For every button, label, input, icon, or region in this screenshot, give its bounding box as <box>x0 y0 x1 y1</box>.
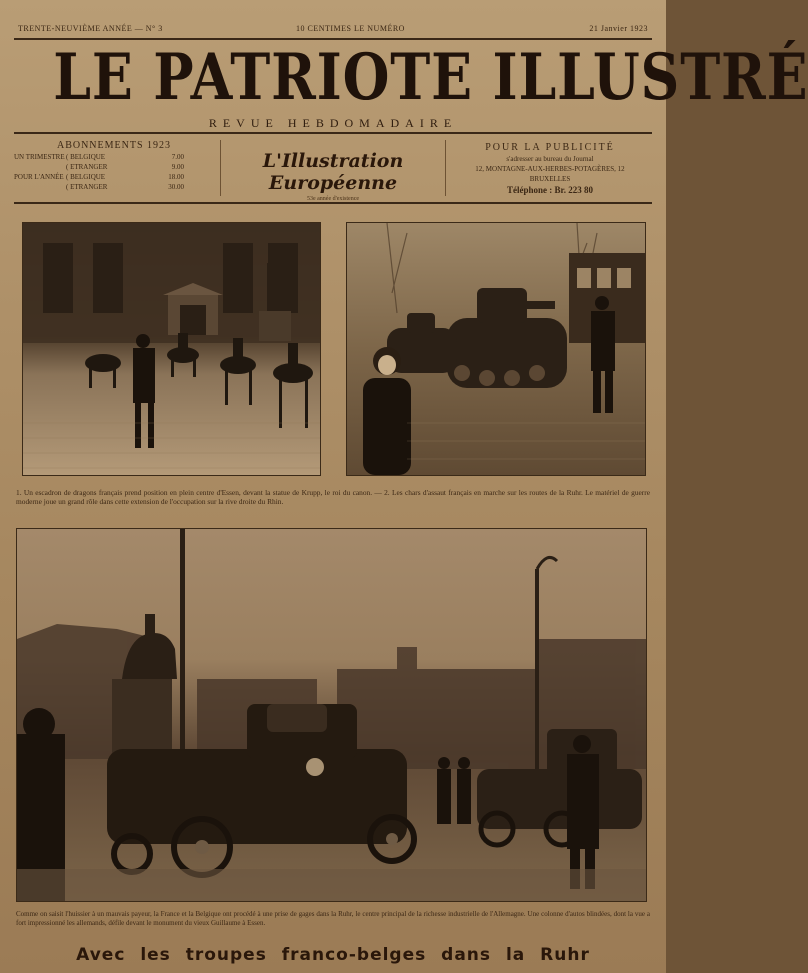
subscription-country: ( BELGIQUE <box>66 173 106 181</box>
divider <box>14 132 652 134</box>
issue-info-line <box>14 22 652 40</box>
subscription-row-label: UN TRIMESTRE <box>14 153 65 161</box>
photo-tanks-ruhr <box>346 222 646 476</box>
top-photos-caption: 1. Un escadron de dragons français prend position en plein centre d'Essen, devant la statue de Krupp, le roi du canon. — 2. Les chars d'assaut français en marche sur les routes de la Ruhr. Le matériel de guerre moderne joue un grand rôle dans cette extension de l'occupation sur la rive droite du Rhin. <box>16 488 650 506</box>
subscription-country: ( BELGIQUE <box>66 153 106 161</box>
masthead-subtitle: REVUE HEBDOMADAIRE <box>208 116 458 130</box>
subscription-title: ABONNEMENTS 1923 <box>56 140 172 151</box>
subscription-price: 18.00 <box>168 173 184 181</box>
advertising-city: BRUXELLES <box>529 175 571 183</box>
advertising-line: s'adresser au bureau du Journal <box>506 155 594 163</box>
logo-title: L'Illustration Européenne <box>262 150 404 194</box>
advertising-box <box>448 136 652 198</box>
issue-date: 21 Janvier 1923 <box>589 24 648 33</box>
advertising-address: 12, MONTAGNE-AUX-HERBES-POTAGÈRES, 12 <box>475 165 625 173</box>
main-photo-caption: Comme on saisit l'huissier à un mauvais payeur, la France et la Belgique ont procédé à une prise de gages dans la Ruhr, le centre principal de la richesse industrielle de l'Allemagne. Une colonne d'autos blindées, dont la vue a fort impressionné les allemands, défile devant le monument du vieux Guillaume à Essen. <box>16 910 650 927</box>
photo-dragoons-essen <box>22 222 321 476</box>
divider <box>14 202 652 204</box>
masthead-title: LE PATRIOTE ILLUSTRÉ <box>53 40 808 115</box>
subscription-country: ( ETRANGER <box>66 183 108 191</box>
issue-price: 10 CENTIMES LE NUMÉRO <box>296 24 405 33</box>
advertising-title: POUR LA PUBLICITÉ <box>485 142 615 153</box>
photo-armoured-cars-essen <box>16 528 647 902</box>
issue-number: TRENTE-NEUVIÈME ANNÉE — N° 3 <box>18 24 163 33</box>
subscription-price: 7.00 <box>171 153 184 161</box>
subscription-price: 9.00 <box>171 163 184 171</box>
advertising-phone: Téléphone : Br. 223 80 <box>507 185 593 195</box>
subscription-country: ( ETRANGER <box>66 163 108 171</box>
logo-subtitle: 53e année d'existence <box>306 196 360 202</box>
subscription-price: 30.00 <box>168 183 184 191</box>
subscription-box <box>14 136 214 198</box>
page-headline: Avec les troupes franco-belges dans la Ruhr <box>76 945 590 965</box>
center-logo <box>220 140 446 202</box>
subscription-row-label: POUR L'ANNÉE <box>14 173 64 181</box>
